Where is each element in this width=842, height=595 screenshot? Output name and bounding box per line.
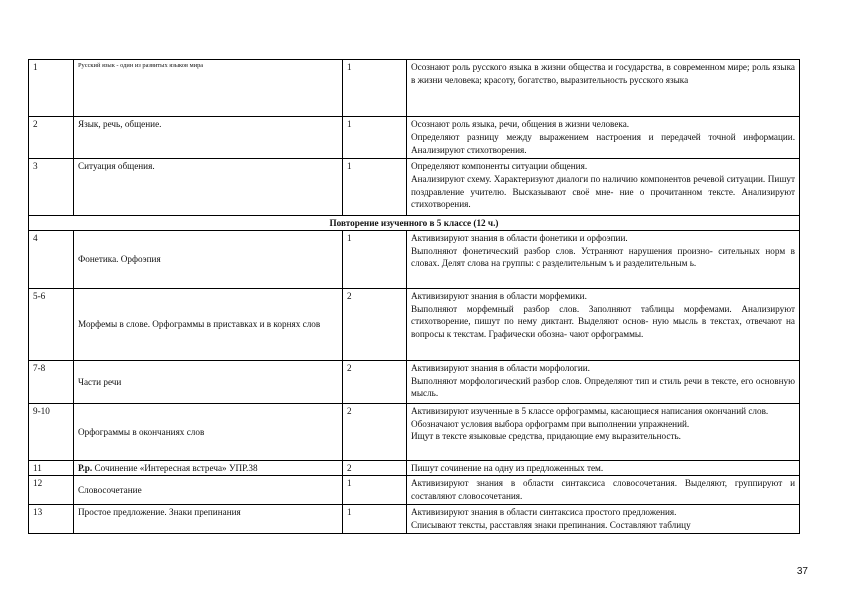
lesson-number: 13 [29, 504, 74, 533]
thematic-plan-table [28, 59, 800, 534]
student-activity [407, 475, 800, 504]
table-row [29, 117, 800, 159]
lesson-topic-text: Морфемы в слове. Орфограммы в приставках и в корнях слов [78, 319, 321, 330]
activity-text: Осознают роль языка, речи, общения в жизни человека. [411, 119, 630, 129]
section-title: Повторение изученного в 5 классе (12 ч.) [29, 216, 800, 231]
student-activity [407, 360, 800, 403]
lesson-topic-text: Фонетика. Орфоэпия [78, 254, 161, 265]
table-row [29, 403, 800, 460]
table-row [29, 230, 800, 288]
lesson-hours: 1 [343, 504, 407, 533]
student-activity [407, 159, 800, 216]
activity-text: Определяют компоненты ситуации общения. [411, 161, 588, 171]
lesson-topic-text: Ситуация общения. [78, 161, 155, 171]
activity-text: Выполняют фонетический разбор слов. Устраняют нарушения произно- сительных норм в словах. Делят слова на группы: с разделительным ъ и разделительным ь. [411, 245, 795, 269]
lesson-hours: 1 [343, 60, 407, 117]
lesson-topic [74, 159, 343, 216]
activity-text: Обозначают условия выбора орфограмм при выполнении упражнений. [411, 418, 690, 429]
activity-text: Пишут сочинение на одну из предложенных тем. [411, 462, 604, 473]
lesson-hours: 1 [343, 230, 407, 288]
lesson-topic-text: Части речи [78, 376, 122, 387]
lesson-topic [74, 117, 343, 159]
lesson-number: 5-6 [29, 288, 74, 360]
activity-text: Осознают роль русского языка в жизни общества и государства, в современном мире; роль языка в жизни человека; красоту, богатство, выразительность русского языка [411, 62, 795, 85]
lesson-hours: 2 [343, 460, 407, 475]
lesson-topic-text: Сочинение «Интересная встреча» УПР.38 [92, 462, 258, 473]
activity-text: Активизируют знания в области морфологии. [411, 362, 590, 373]
lesson-topic [74, 360, 343, 403]
student-activity [407, 117, 800, 159]
lesson-topic [74, 60, 343, 117]
lesson-topic [74, 475, 343, 504]
lesson-topic-text: Орфограммы в окончаниях слов [78, 426, 205, 437]
table-row [29, 159, 800, 216]
table-row [29, 360, 800, 403]
page-number: 37 [796, 566, 808, 577]
table-row [29, 475, 800, 504]
table-row [29, 460, 800, 475]
lesson-number: 11 [29, 460, 74, 475]
lesson-topic [74, 230, 343, 288]
activity-text: Активизируют знания в области синтаксиса словосочетания. Выделяют, группируют и составляют словосочетания. [411, 477, 795, 501]
activity-text: Выполняют морфологический разбор слов. Определяют тип и стиль речи в тексте, его основную мысль. [411, 375, 795, 399]
lesson-hours: 1 [343, 475, 407, 504]
lesson-topic-text: Язык, речь, общение. [78, 119, 162, 129]
lesson-hours: 1 [343, 117, 407, 159]
lesson-number: 12 [29, 475, 74, 504]
student-activity [407, 504, 800, 533]
lesson-number: 3 [29, 159, 74, 216]
lesson-hours: 1 [343, 159, 407, 216]
lesson-hours: 2 [343, 288, 407, 360]
student-activity [407, 288, 800, 360]
lesson-number: 7-8 [29, 360, 74, 403]
activity-text: Анализируют схему. Характеризуют диалоги по наличию компонентов речевой ситуации. Пишут поздравление учителю. Высказывают своё мне- ние о прочитанном тексте. Анализируют стихотворения. [411, 173, 795, 210]
activity-text: Списывают тексты, расставляя знаки препинания. Составляют таблицу [411, 519, 691, 530]
lesson-topic [74, 403, 343, 460]
table-row [29, 60, 800, 117]
lesson-hours: 2 [343, 403, 407, 460]
lesson-topic [74, 504, 343, 533]
lesson-topic-text: Русский язык - один из развитых языков мира [78, 62, 204, 69]
student-activity [407, 230, 800, 288]
lesson-number: 9-10 [29, 403, 74, 460]
lesson-topic [74, 460, 343, 475]
activity-text: Определяют разницу между выражением настроения и передачей точной информации. Анализируют стихотворения. [411, 131, 795, 155]
activity-text: Активизируют изученные в 5 классе орфограммы, касающиеся написания окончаний слов. [411, 405, 769, 416]
lesson-topic-text: Словосочетание [78, 484, 142, 495]
student-activity [407, 460, 800, 475]
section-header-row [29, 216, 800, 231]
lesson-topic-prefix: Р.р. [78, 462, 93, 473]
activity-text: Активизируют знания в области морфемики. [411, 290, 587, 301]
table-row [29, 288, 800, 360]
student-activity [407, 403, 800, 460]
lesson-topic-text: Простое предложение. Знаки препинания [78, 506, 241, 517]
activity-text: Активизируют знания в области фонетики и орфоэпии. [411, 232, 628, 243]
activity-text: Активизируют знания в области синтаксиса простого предложения. [411, 506, 677, 517]
lesson-hours: 2 [343, 360, 407, 403]
student-activity [407, 60, 800, 117]
lesson-number: 4 [29, 230, 74, 288]
activity-text: Ищут в тексте языковые средства, придающие ему выразительность. [411, 431, 681, 442]
activity-text: Выполняют морфемный разбор слов. Заполняют таблицы морфемами. Анализируют стихотворение, пишут по нему диктант. Выделяют основ- ную мысль в текстах, отвечают на вопросы к текстам. Графически обозна- чают орфограммы. [411, 303, 795, 340]
lesson-number: 2 [29, 117, 74, 159]
lesson-number: 1 [29, 60, 74, 117]
table-row [29, 504, 800, 533]
lesson-topic [74, 288, 343, 360]
